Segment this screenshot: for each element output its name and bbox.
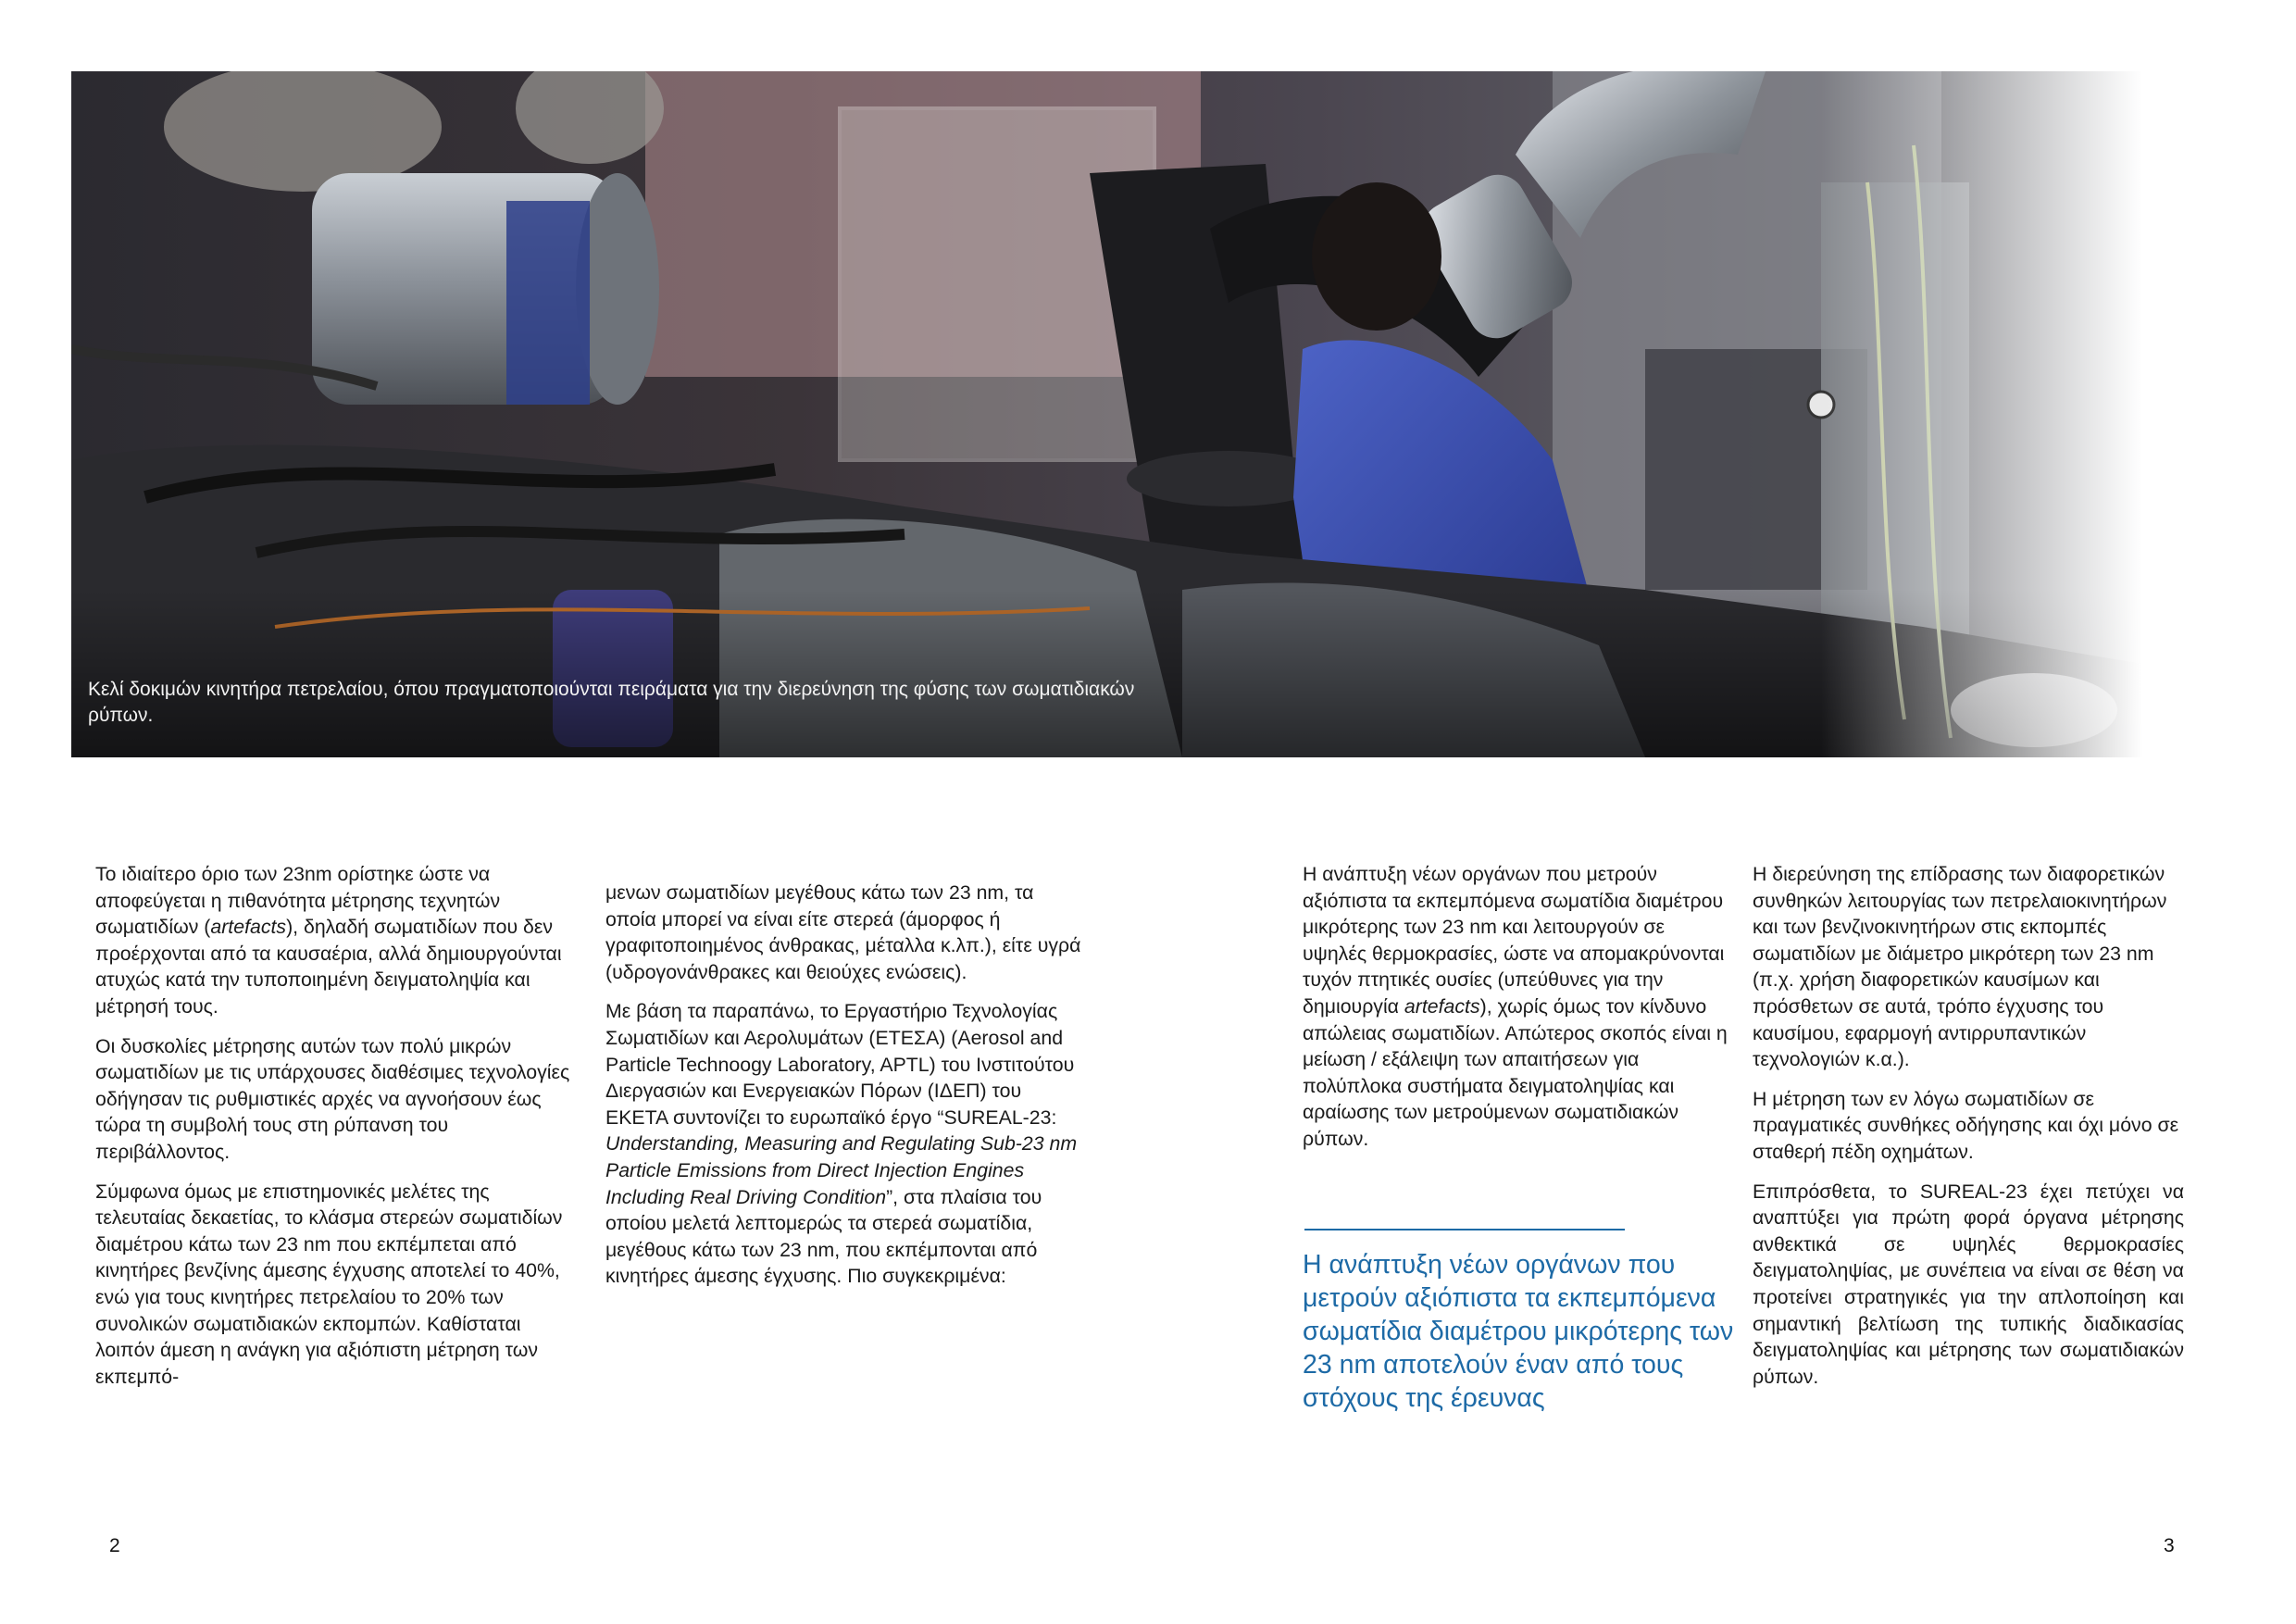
paragraph: Η μέτρηση των εν λόγω σωματιδίων σε πραγματικές συνθήκες οδήγησης και όχι μόνο σε σταθερή πέδη οχημάτων. bbox=[1753, 1087, 2179, 1163]
pull-quote-rule bbox=[1304, 1229, 1625, 1230]
left-page-column-2 bbox=[605, 880, 1089, 1303]
left-page-column-1 bbox=[95, 861, 577, 1403]
engine-test-cell-photo bbox=[71, 71, 2142, 757]
pull-quote: Η ανάπτυξη νέων οργάνων που μετρούν αξιόπιστα τα εκπεμπόμενα σωματίδια διαμέτρου μικρότερης των 23 nm αποτελούν έναν από τους στόχους της έρευνας bbox=[1303, 1250, 1734, 1413]
right-page-column-1 bbox=[1303, 861, 1733, 1166]
paragraph: Οι δυσκολίες μέτρησης αυτών των πολύ μικρών σωματιδίων με τις υπάρχουσες διαθέσιμες τεχνολογίες οδήγησαν τις ρυθμιστικές αρχές να αγνοήσουν έως τώρα τη συμβολή τους στη ρύπανση του περιβάλλοντος. bbox=[95, 1034, 570, 1163]
photo-caption: Κελί δοκιμών κινητήρα πετρελαίου, όπου πραγματοποιούνται πειράματα για την διερεύνηση της φύσης των σωματιδιακών ρύπων. bbox=[88, 679, 1135, 726]
paragraph: Η διερεύνηση της επίδρασης των διαφορετικών συνθηκών λειτουργίας των πετρελαιοκινητήρων και των βενζινοκινητήρων στις εκπομπές σωματιδίων με διάμετρο μικρότερη των 23 nm (π.χ. χρήση διαφορετικών καυσίμων και πρόσθετων σε αυτά, τρόπο έγχυσης του καυσίμου, εφαρμογή αντιρρυπαντικών τεχνολογιών κ.α.). bbox=[1753, 863, 2167, 1071]
paragraph: μενων σωματιδίων μεγέθους κάτω των 23 nm, τα οποία μπορεί να είναι είτε στερεά (άμορφος ή γραφιτοποιημένος άνθρακας, μέταλλα κ.λπ.), είτε υγρά (υδρογονάνθρακες και θειούχες ενώσεις). bbox=[605, 881, 1081, 983]
paragraph: Επιπρόσθετα, το SUREAL-23 έχει πετύχει να αναπτύξει για πρώτη φορά όργανα μέτρησης ανθεκτικά σε υψηλές θερμοκρασίες δειγματοληψίας, με συνέπεια να είναι σε θέση να προτείνει στρατηγικές για την απλοποίηση και σημαντική βελτίωση της τυπικής διαδικασίας δειγματοληψίας και μέτρησης των σωματιδιακών ρύπων. bbox=[1753, 1180, 2184, 1388]
paragraph: Η ανάπτυξη νέων οργάνων που μετρούν αξιόπιστα τα εκπεμπόμενα σωματίδια διαμέτρου μικρότερης των 23 nm και λειτουργούν σε υψηλές θερμοκρασίες, ώστε να απομακρύνονται τυχόν πτητικές ουσίες (υπεύθυνες για την δημιουργία artefacts), χωρίς όμως τον κίνδυνο απώλειας σωματιδίων. Απώτερος σκοπός είναι η μείωση / εξάλειψη των απαιτήσεων για πολύπλοκα συστήματα δειγματοληψίας και αραίωσης των μετρούμενων σωματιδιακών ρύπων. bbox=[1303, 863, 1728, 1150]
paragraph: Σύμφωνα όμως με επιστημονικές μελέτες της τελευταίας δεκαετίας, το κλάσμα στερεών σωματιδίων διαμέτρου κάτω των 23 nm που εκπέμπεται από κινητήρες βενζίνης άμεσης έγχυσης αποτελεί το 40%, ενώ για τους κινητήρες πετρελαίου το 20% των συνολικών σωματιδιακών εκπομπών. Καθίσταται λοιπόν άμεση η ανάγκη για αξιόπιστη μέτρηση των εκπεμπό- bbox=[95, 1180, 563, 1388]
page-number-left: 2 bbox=[109, 1535, 120, 1556]
paragraph: Με βάση τα παραπάνω, το Εργαστήριο Τεχνολογίας Σωματιδίων και Αερολυμάτων (ΕΤΕΣΑ) (Aerosol and Particle Technoogy Laboratory, APTL) του Ινστιτούτου Διεργασιών και Ενεργειακών Πόρων (ΙΔΕΠ) του ΕΚΕΤΑ συντονίζει το ευρωπαϊκό έργο “SUREAL-23: Understanding, Measuring and Regulating Sub-23 nm Particle Emissions from Direct Injection Engines Including Real Driving Condition”, στα πλαίσια του οποίου μελετά λεπτομερώς τα στερεά σωματίδια, μεγέθους κάτω των 23 nm, που εκπέμπονται από κινητήρες άμεσης έγχυσης. Πιο συγκεκριμένα: bbox=[605, 1000, 1078, 1288]
paragraph: Το ιδιαίτερο όριο των 23nm ορίστηκε ώστε να αποφεύγεται η πιθανότητα μέτρησης τεχνητών σωματιδίων (artefacts), δηλαδή σωματιδίων που δεν προέρχονται από τα καυσαέρια, αλλά δημιουργούνται ατυχώς κατά την τυποποιημένη δειγματοληψία και μέτρησή τους. bbox=[95, 863, 562, 1018]
page-number-right: 3 bbox=[2164, 1535, 2175, 1556]
engine-photo-illustration bbox=[71, 71, 2142, 757]
right-page-column-2 bbox=[1753, 861, 2184, 1403]
